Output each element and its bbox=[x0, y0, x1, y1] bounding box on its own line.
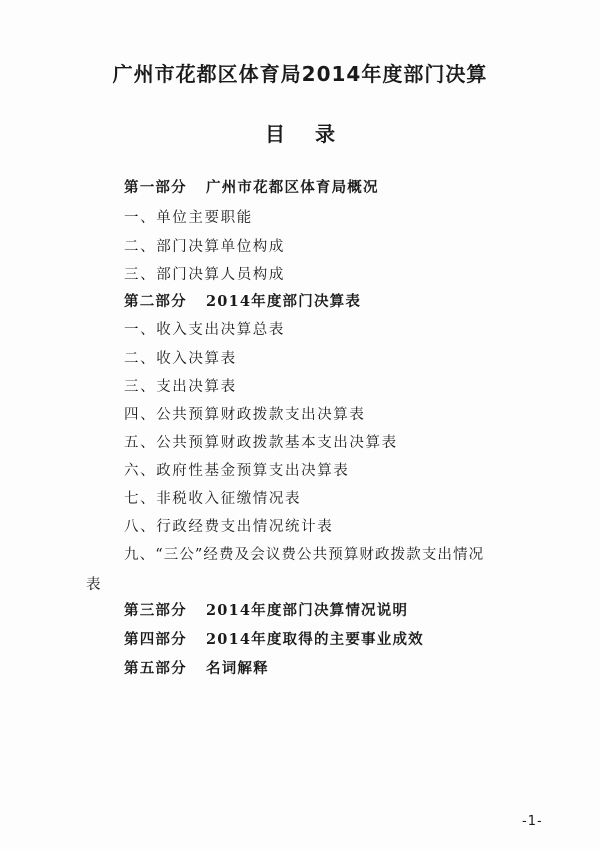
toc-part-title: 广州市花都区体育局概况 bbox=[206, 179, 379, 196]
toc-item: 一、单位主要职能 bbox=[124, 210, 253, 226]
page-number: -1- bbox=[522, 814, 543, 829]
toc-part-title: 2014年度取得的主要事业成效 bbox=[206, 631, 424, 648]
toc-part-2 bbox=[124, 290, 361, 311]
toc-part-title: 名词解释 bbox=[206, 660, 269, 677]
toc-item: 四、公共预算财政拨款支出决算表 bbox=[124, 407, 366, 423]
toc-item: 九、“三公”经费及会议费公共预算财政拨款支出情况 bbox=[124, 547, 485, 563]
toc-item: 五、公共预算财政拨款基本支出决算表 bbox=[124, 435, 398, 451]
toc-part-4 bbox=[124, 628, 424, 649]
toc-item: 三、部门决算人员构成 bbox=[124, 267, 285, 283]
toc-part-number: 第四部分 bbox=[124, 631, 187, 648]
toc-item: 一、收入支出决算总表 bbox=[124, 322, 285, 338]
toc-part-title: 2014年度部门决算表 bbox=[206, 293, 362, 310]
toc-item-continued: 表 bbox=[86, 577, 103, 593]
toc-part-1 bbox=[124, 176, 379, 197]
document-title: 广州市花都区体育局2014年度部门决算 bbox=[112, 62, 488, 86]
toc-item: 二、收入决算表 bbox=[124, 351, 237, 367]
toc-part-number: 第五部分 bbox=[124, 660, 187, 677]
toc-part-number: 第一部分 bbox=[124, 179, 187, 196]
toc-part-number: 第二部分 bbox=[124, 293, 187, 310]
toc-item: 二、部门决算单位构成 bbox=[124, 239, 285, 255]
toc-item: 八、行政经费支出情况统计表 bbox=[124, 519, 334, 535]
toc-part-title: 2014年度部门决算情况说明 bbox=[206, 602, 409, 619]
toc-item: 三、支出决算表 bbox=[124, 379, 237, 395]
toc-part-number: 第三部分 bbox=[124, 602, 187, 619]
toc-part-5 bbox=[124, 657, 269, 678]
toc-item: 七、非税收入征缴情况表 bbox=[124, 491, 302, 507]
toc-item: 六、政府性基金预算支出决算表 bbox=[124, 463, 350, 479]
toc-heading: 目录 bbox=[265, 122, 365, 146]
toc-part-3 bbox=[124, 599, 408, 620]
